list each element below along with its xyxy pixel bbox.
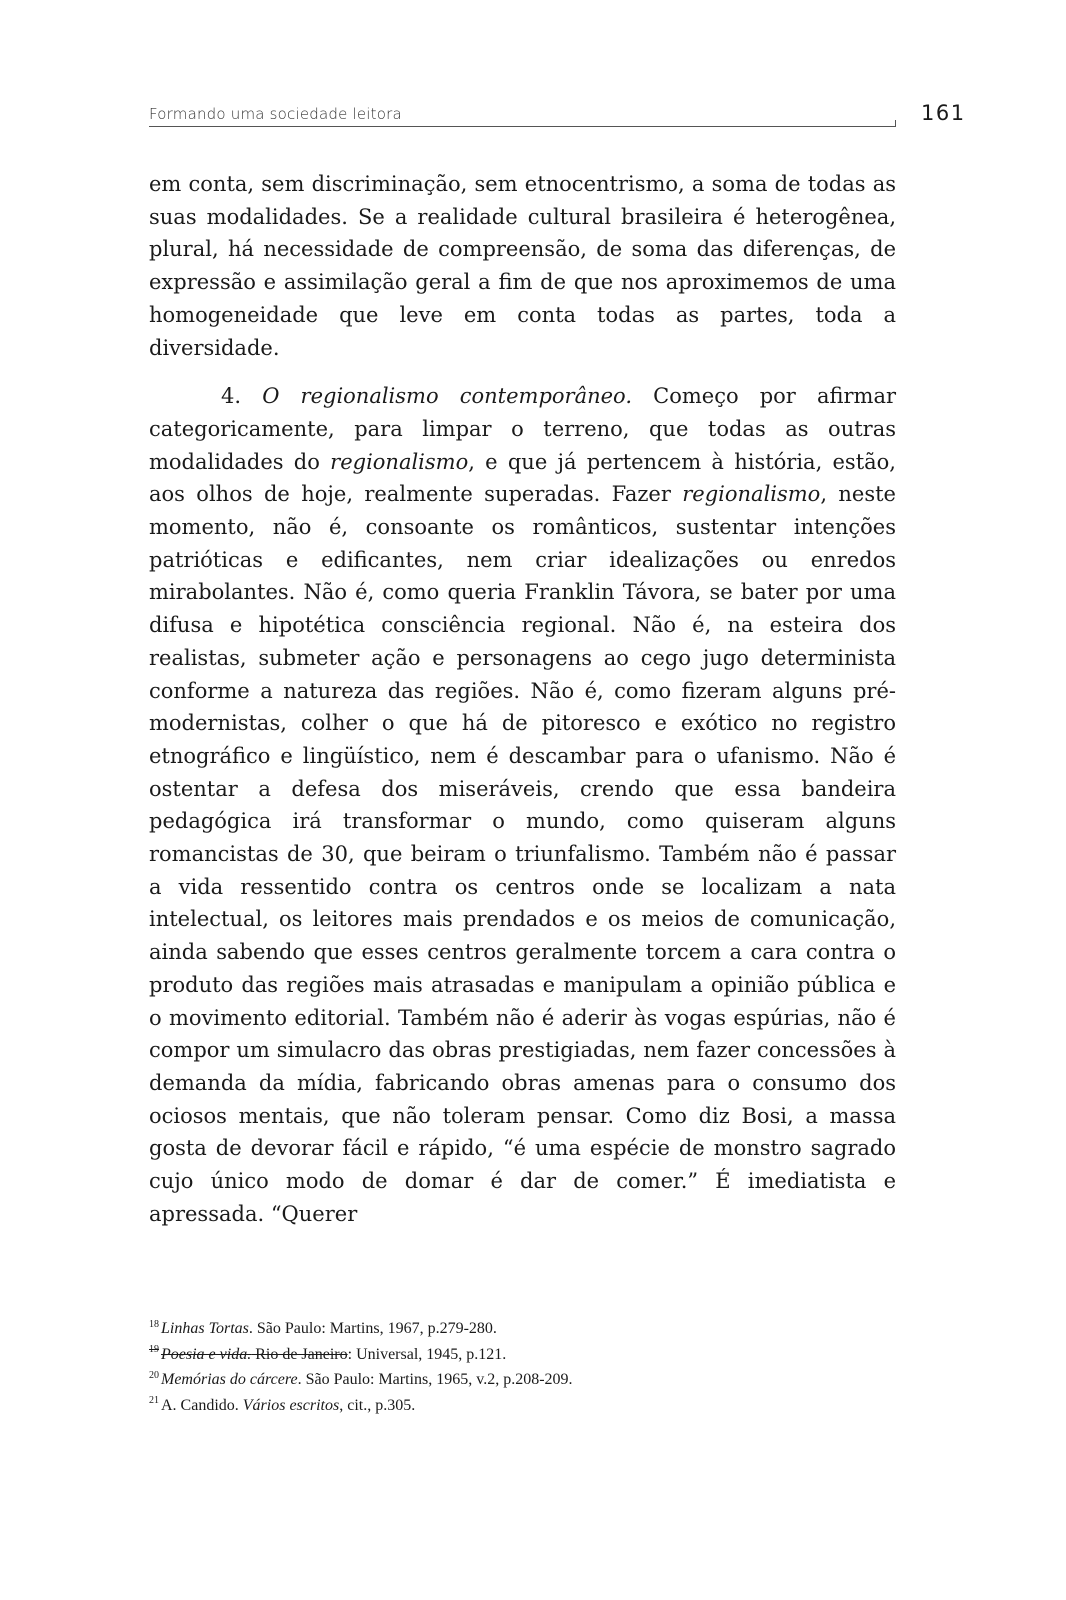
term-regionalismo: regionalismo <box>330 449 469 474</box>
footnote-18: $^{18}$ Linhas Tortas. São Paulo: Martins, 1967, p.279-280. <box>149 1318 497 1337</box>
footnotes <box>149 1316 896 1418</box>
footnote-21: $^{21}$ A. Candido. Vários escritos, cit., p.305. <box>149 1395 416 1414</box>
footnote-20: $^{20}$ Memórias do cárcere. São Paulo: Martins, 1965, v.2, p.208-209. <box>149 1369 573 1388</box>
running-title: Formando uma sociedade leitora <box>149 105 402 123</box>
footnote-title: Linhas Tortas <box>161 1320 249 1337</box>
section-number: 4. <box>221 384 242 409</box>
header-rule-tick <box>895 120 896 126</box>
paragraph-2: 4. O regionalismo contemporâneo. Começo por afirmar categoricamente, para limpar o terreno, que todas as outras modalidades do regionalismo, e que já pertencem à história, estão, aos olhos de hoje, realmente superadas. Fazer regionalismo, neste momento, não é, consoante os românticos, sustentar intenções patrióticas e edificantes, nem criar idealizações ou enredos mirabolantes. Não é, como queria Franklin Távora, se bater por uma difusa e hipotética consciência regional. Não é, na esteira dos realistas, submeter ação e personagens ao cego jugo determinista conforme a natureza das regiões. Não é, como fizeram alguns pré-modernistas, colher o que há de pitoresco e exótico no registro etnográfico e lingüístico, nem é descambar para o ufanismo. Não é ostentar a defesa dos miseráveis, crendo que essa bandeira pedagógica irá transformar o mundo, como quiseram alguns romancistas de 30, que beiram o triunfalismo. Também não é passar a vida ressentido contra os centros onde se localizam a nata intelectual, os leitores mais prendados e os meios de comunicação, ainda sabendo que esses centros geralmente torcem a cara contra o produto das regiões mais atrasadas e manipulam a opinião pública e o movimento editorial. Também não é aderir às vogas espúrias, não é compor um simulacro das obras prestigiadas, nem fazer concessões à demanda da mídia, fabricando obras amenas para o consumo dos ociosos mentais, que não toleram pensar. Como diz Bosi, a massa gosta de devorar fácil e rápido, “é uma espécie de monstro sagrado cujo único modo de domar é dar de comer.” É imediatista e apressada. “Querer <box>149 384 897 1226</box>
section-heading: O regionalismo contemporâneo. <box>262 384 632 409</box>
footnote-19: $^{19}$ Poesia e vida. Rio de Janeiro: Universal, 1945, p.121. <box>149 1344 507 1363</box>
term-regionalismo: regionalismo <box>682 482 821 507</box>
footnote-title: Poesia e vida. <box>161 1345 252 1363</box>
footnote-title: Memórias do cárcere <box>161 1371 298 1388</box>
struck-text: Rio de Janeiro <box>251 1345 348 1363</box>
running-header <box>149 101 964 129</box>
main-text <box>149 168 896 1231</box>
paragraph-1: em conta, sem discriminação, sem etnocentrismo, a soma de todas as suas modalidades. Se a realidade cultural brasileira é heterogênea, plural, há necessidade de compreensão, de soma das diferenças, de expressão e assimilação geral a fim de que nos aproximemos de uma homogeneidade que leve em conta todas as partes, toda a diversidade. <box>149 172 896 360</box>
header-rule <box>149 126 896 127</box>
page-number: 161 <box>921 101 966 125</box>
footnote-title: Vários escritos <box>242 1396 340 1414</box>
